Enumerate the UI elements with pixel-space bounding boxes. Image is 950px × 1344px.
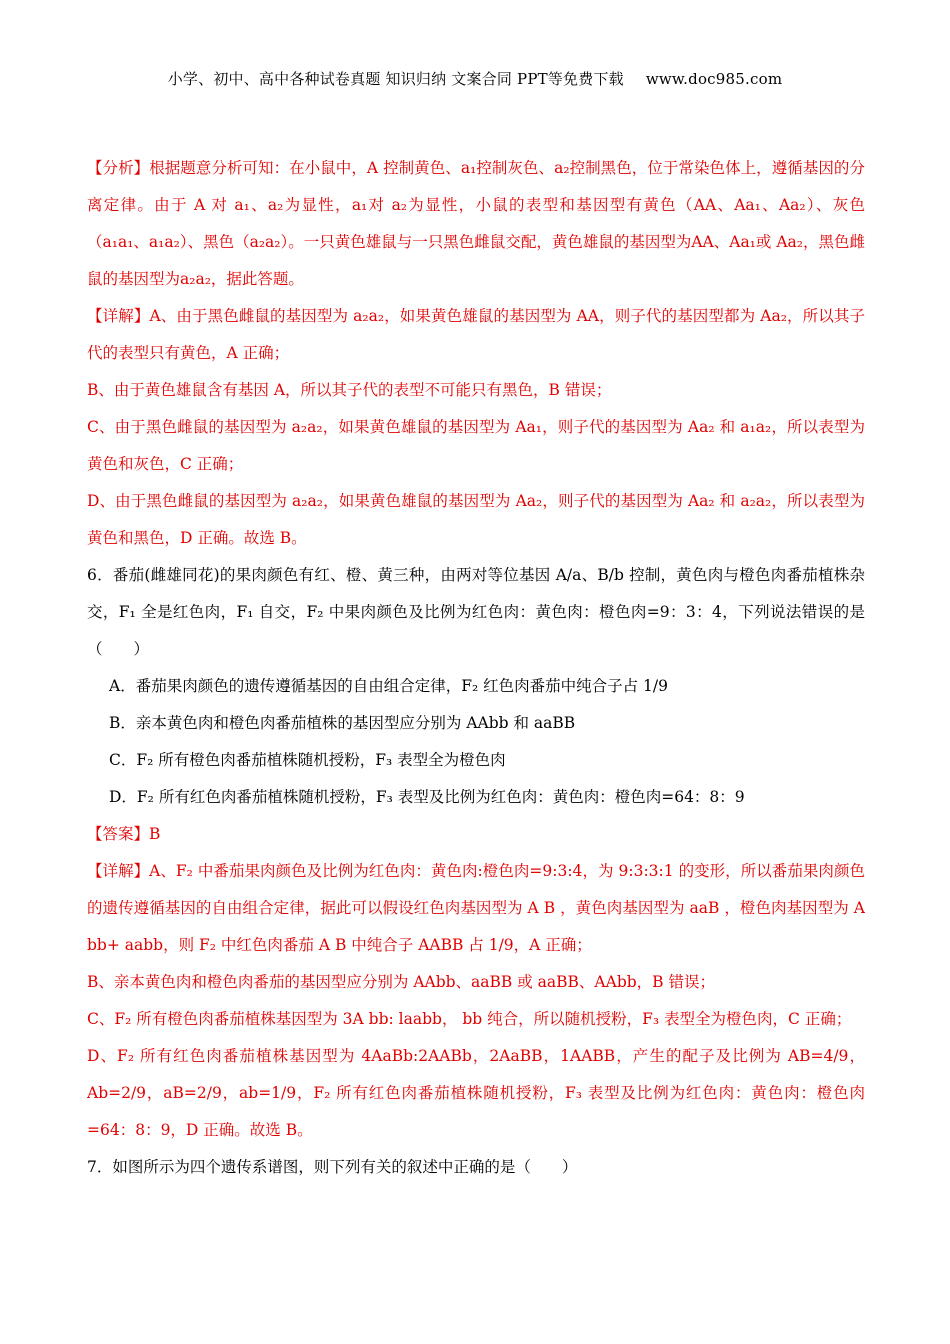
analysis-paragraph: 【分析】根据题意分析可知：在小鼠中，A 控制黄色、a₁控制灰色、a₂控制黑色，位于常染色体上，遵循基因的分离定律。由于 A 对 a₁、a₂为显性，a₁对 a₂为显性，小鼠的表型和基因型有黄色（AA、Aa₁、Aa₂）、灰色（a₁a₁、a₁a₂）、黑色（a₂a₂）。一只黄色雄鼠与一只黑色雌鼠交配，黄色雄鼠的基因型为AA、Aa₁或 Aa₂，黑色雌鼠的基因型为a₂a₂，据此答题。 bbox=[87, 159, 865, 288]
question-7-stem: 7．如图所示为四个遗传系谱图，则下列有关的叙述中正确的是（ ） bbox=[87, 1158, 578, 1176]
question-6-option-d: D．F₂ 所有红色肉番茄植株随机授粉，F₃ 表型及比例为红色肉：黄色肉：橙色肉=64：8：9 bbox=[109, 788, 745, 806]
question-6-answer: 【答案】B bbox=[87, 825, 161, 843]
detail-paragraph: D、由于黑色雌鼠的基因型为 a₂a₂，如果黄色雄鼠的基因型为 Aa₂，则子代的基因型为 Aa₂ 和 a₂a₂，所以表型为黄色和黑色，D 正确。故选 B。 bbox=[87, 492, 865, 547]
detail-paragraph: B、由于黄色雄鼠含有基因 A，所以其子代的表型不可能只有黑色，B 错误； bbox=[87, 381, 612, 399]
question-6-detail: B、亲本黄色肉和橙色肉番茄的基因型应分别为 AAbb、aaBB 或 aaBB、AAbb，B 错误； bbox=[87, 973, 715, 991]
question-6-detail: C、F₂ 所有橙色肉番茄植株基因型为 3A bb: laabb， bb 纯合，所以随机授粉，F₃ 表型全为橙色肉，C 正确； bbox=[87, 1010, 852, 1028]
detail-paragraph: 【详解】A、由于黑色雌鼠的基因型为 a₂a₂，如果黄色雄鼠的基因型为 AA，则子代的基因型都为 Aa₂，所以其子代的表型只有黄色，A 正确； bbox=[87, 307, 865, 362]
question-6-option-c: C．F₂ 所有橙色肉番茄植株随机授粉，F₃ 表型全为橙色肉 bbox=[109, 751, 506, 769]
detail-paragraph: C、由于黑色雌鼠的基因型为 a₂a₂，如果黄色雄鼠的基因型为 Aa₁，则子代的基因型为 Aa₂ 和 a₁a₂，所以表型为黄色和灰色，C 正确； bbox=[87, 418, 865, 473]
question-6-detail: D、F₂ 所有红色肉番茄植株基因型为 4AaBb:2AABb，2AaBB，1AABB，产生的配子及比例为 AB=4/9，Ab=2/9，aB=2/9，ab=1/9，F₂ 所有红色肉番茄植株随机授粉，F₃ 表型及比例为红色肉：黄色肉：橙色肉=64：8：9，D 正确。故选 B。 bbox=[87, 1047, 865, 1139]
question-6-stem: 6．番茄(雌雄同花)的果肉颜色有红、橙、黄三种，由两对等位基因 A/a、B/b 控制，黄色肉与橙色肉番茄植株杂交，F₁ 全是红色肉，F₁ 自交，F₂ 中果肉颜色及比例为红色肉：黄色肉：橙色肉=9：3：4，下列说法错误的是（ ） bbox=[87, 566, 865, 658]
question-6-option-a: A．番茄果肉颜色的遗传遵循基因的自由组合定律，F₂ 红色肉番茄中纯合子占 1/9 bbox=[109, 677, 668, 695]
question-6-detail: 【详解】A、F₂ 中番茄果肉颜色及比例为红色肉：黄色肉:橙色肉=9:3:4，为 9:3:3:1 的变形，所以番茄果肉颜色的遗传遵循基因的自由组合定律，据此可以假设红色肉基因型为 A B ，黄色肉基因型为 aaB ，橙色肉基因型为 A bb+ aabb，则 F₂ 中红色肉番茄 A B 中纯合子 AABB 占 1/9，A 正确； bbox=[87, 862, 865, 954]
page-header bbox=[0, 68, 950, 89]
page-content bbox=[87, 150, 865, 1186]
header-text: 小学、初中、高中各种试卷真题 知识归纳 文案合同 PPT等免费下载 bbox=[167, 70, 624, 88]
question-6-option-b: B．亲本黄色肉和橙色肉番茄植株的基因型应分别为 AAbb 和 aaBB bbox=[109, 714, 576, 732]
header-url: www.doc985.com bbox=[645, 70, 783, 88]
